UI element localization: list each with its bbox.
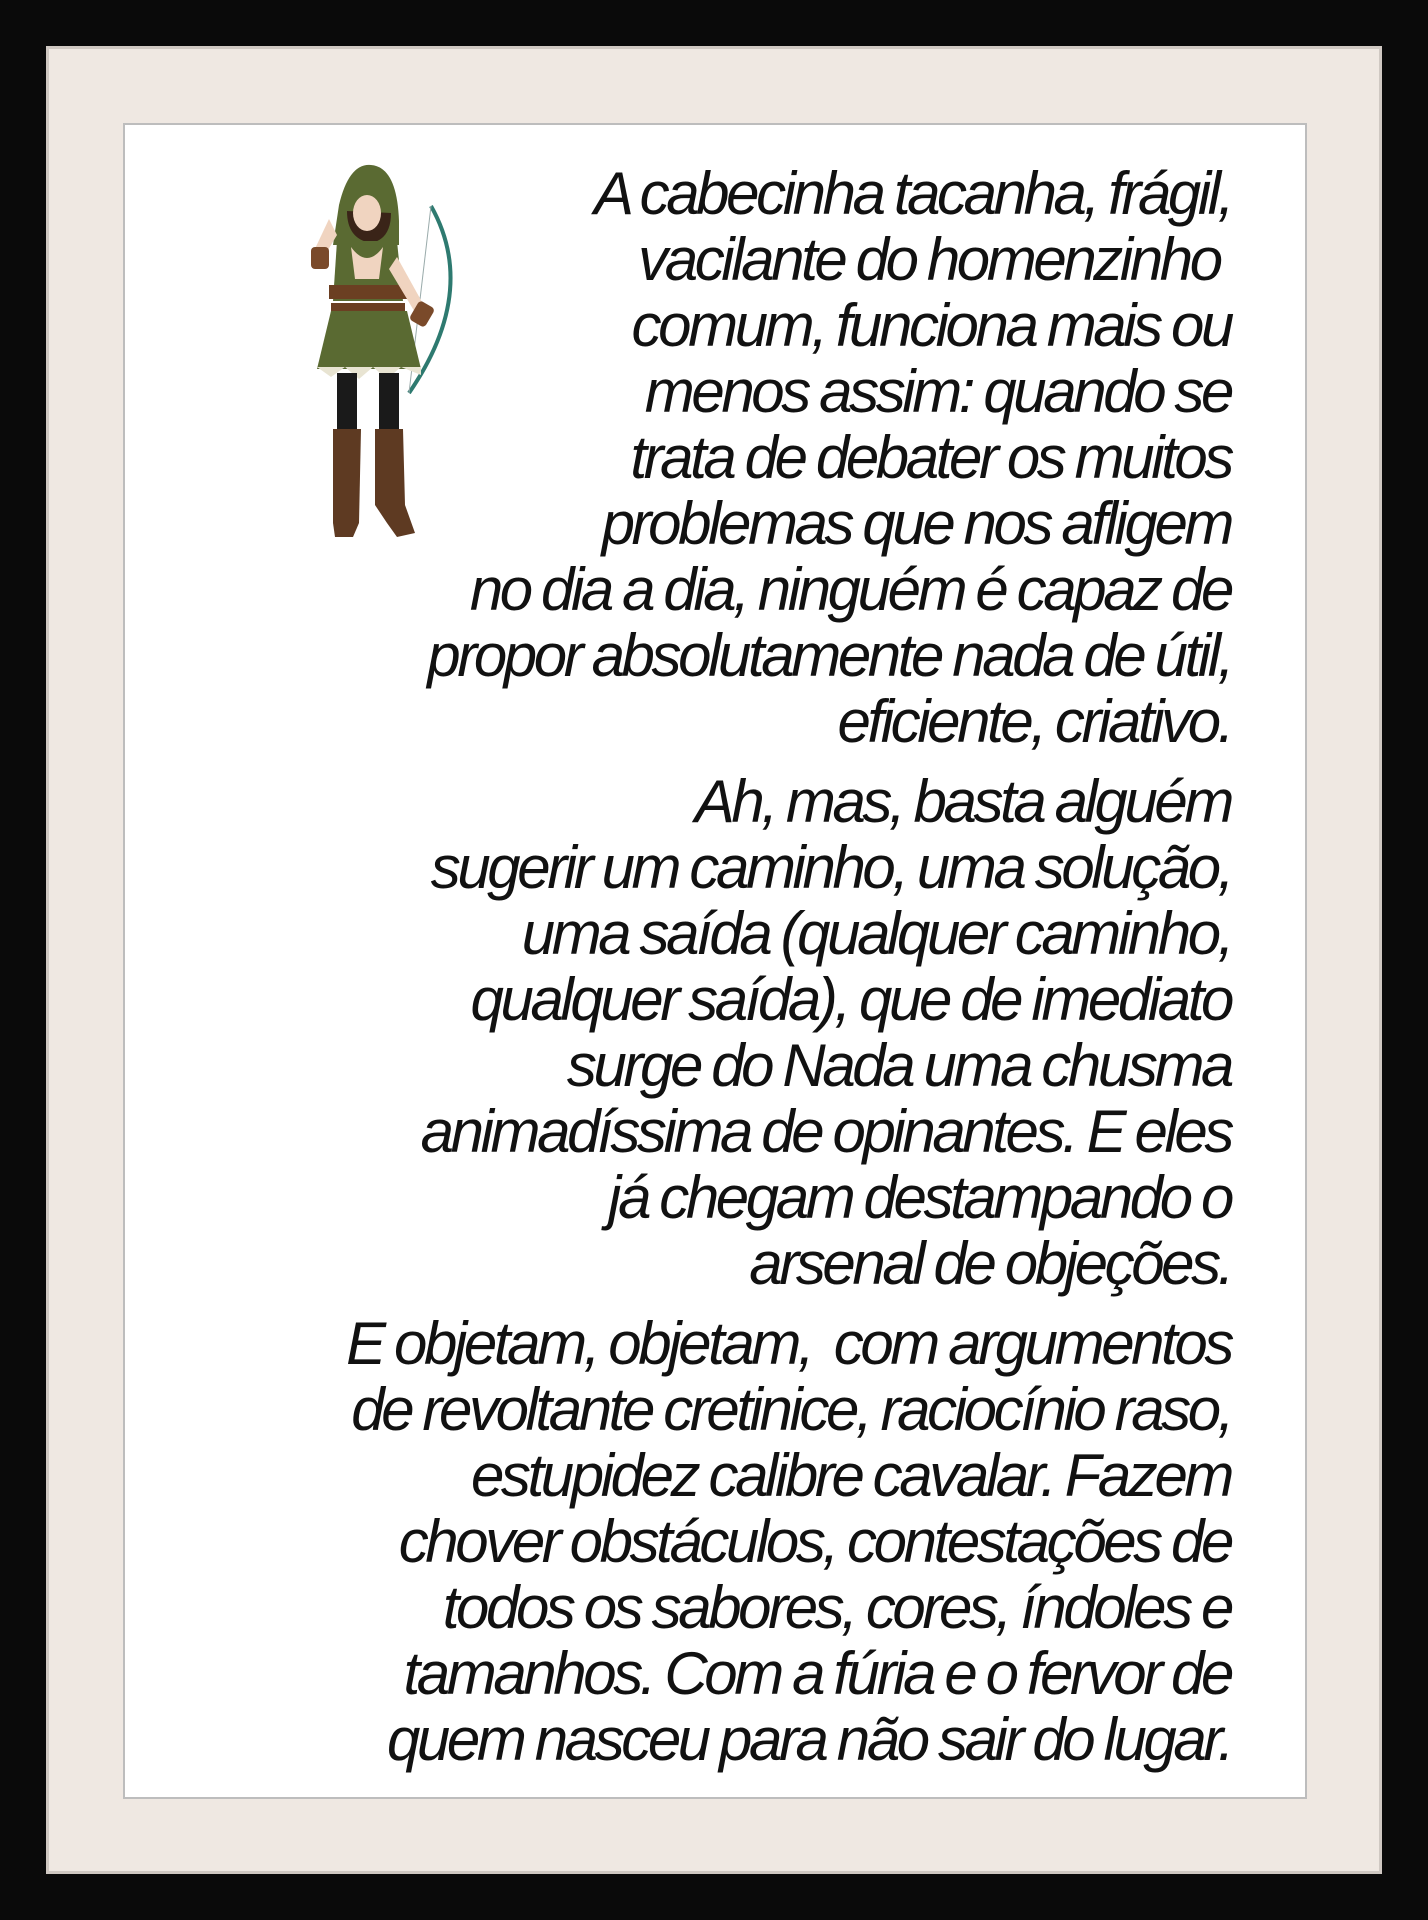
text-line: vacilante do homenzinho xyxy=(638,226,1231,293)
text-line: no dia a dia, ninguém é capaz de xyxy=(469,556,1231,623)
text-line: uma saída (qualquer caminho, xyxy=(521,900,1231,967)
text-line: tamanhos. Com a fúria e o fervor de xyxy=(403,1640,1231,1707)
text-sheet xyxy=(123,123,1307,1799)
text-line: todos os sabores, cores, índoles e xyxy=(442,1574,1231,1641)
paragraph-2 xyxy=(171,769,1231,1297)
text-line: de revoltante cretinice, raciocínio raso, xyxy=(351,1376,1231,1443)
text-line: trata de debater os muitos xyxy=(630,424,1231,491)
text-line: Ah, mas, basta alguém xyxy=(694,768,1231,835)
text-line: sugerir um caminho, uma solução, xyxy=(430,834,1231,901)
quote-text xyxy=(171,161,1231,1773)
text-line: A cabecinha tacanha, frágil, xyxy=(593,160,1231,227)
paragraph-3 xyxy=(171,1311,1231,1773)
paragraph-1 xyxy=(171,161,1231,755)
text-line: animadíssima de opinantes. E eles xyxy=(420,1098,1231,1165)
text-line: propor absolutamente nada de útil, xyxy=(427,622,1231,689)
text-line: eficiente, criativo. xyxy=(837,688,1231,755)
text-line: comum, funciona mais ou xyxy=(631,292,1231,359)
text-line: surge do Nada uma chusma xyxy=(566,1032,1231,1099)
text-line: chover obstáculos, contestações de xyxy=(398,1508,1231,1575)
text-line: E objetam, objetam, com argumentos xyxy=(346,1310,1231,1377)
text-line: arsenal de objeções. xyxy=(749,1230,1231,1297)
text-line: estupidez calibre cavalar. Fazem xyxy=(470,1442,1231,1509)
text-line: quem nasceu para não sair do lugar. xyxy=(386,1706,1231,1773)
text-line: já chegam destampando o xyxy=(608,1164,1231,1231)
text-line: menos assim: quando se xyxy=(644,358,1231,425)
text-line: qualquer saída), que de imediato xyxy=(470,966,1231,1033)
text-line: problemas que nos afligem xyxy=(601,490,1231,557)
